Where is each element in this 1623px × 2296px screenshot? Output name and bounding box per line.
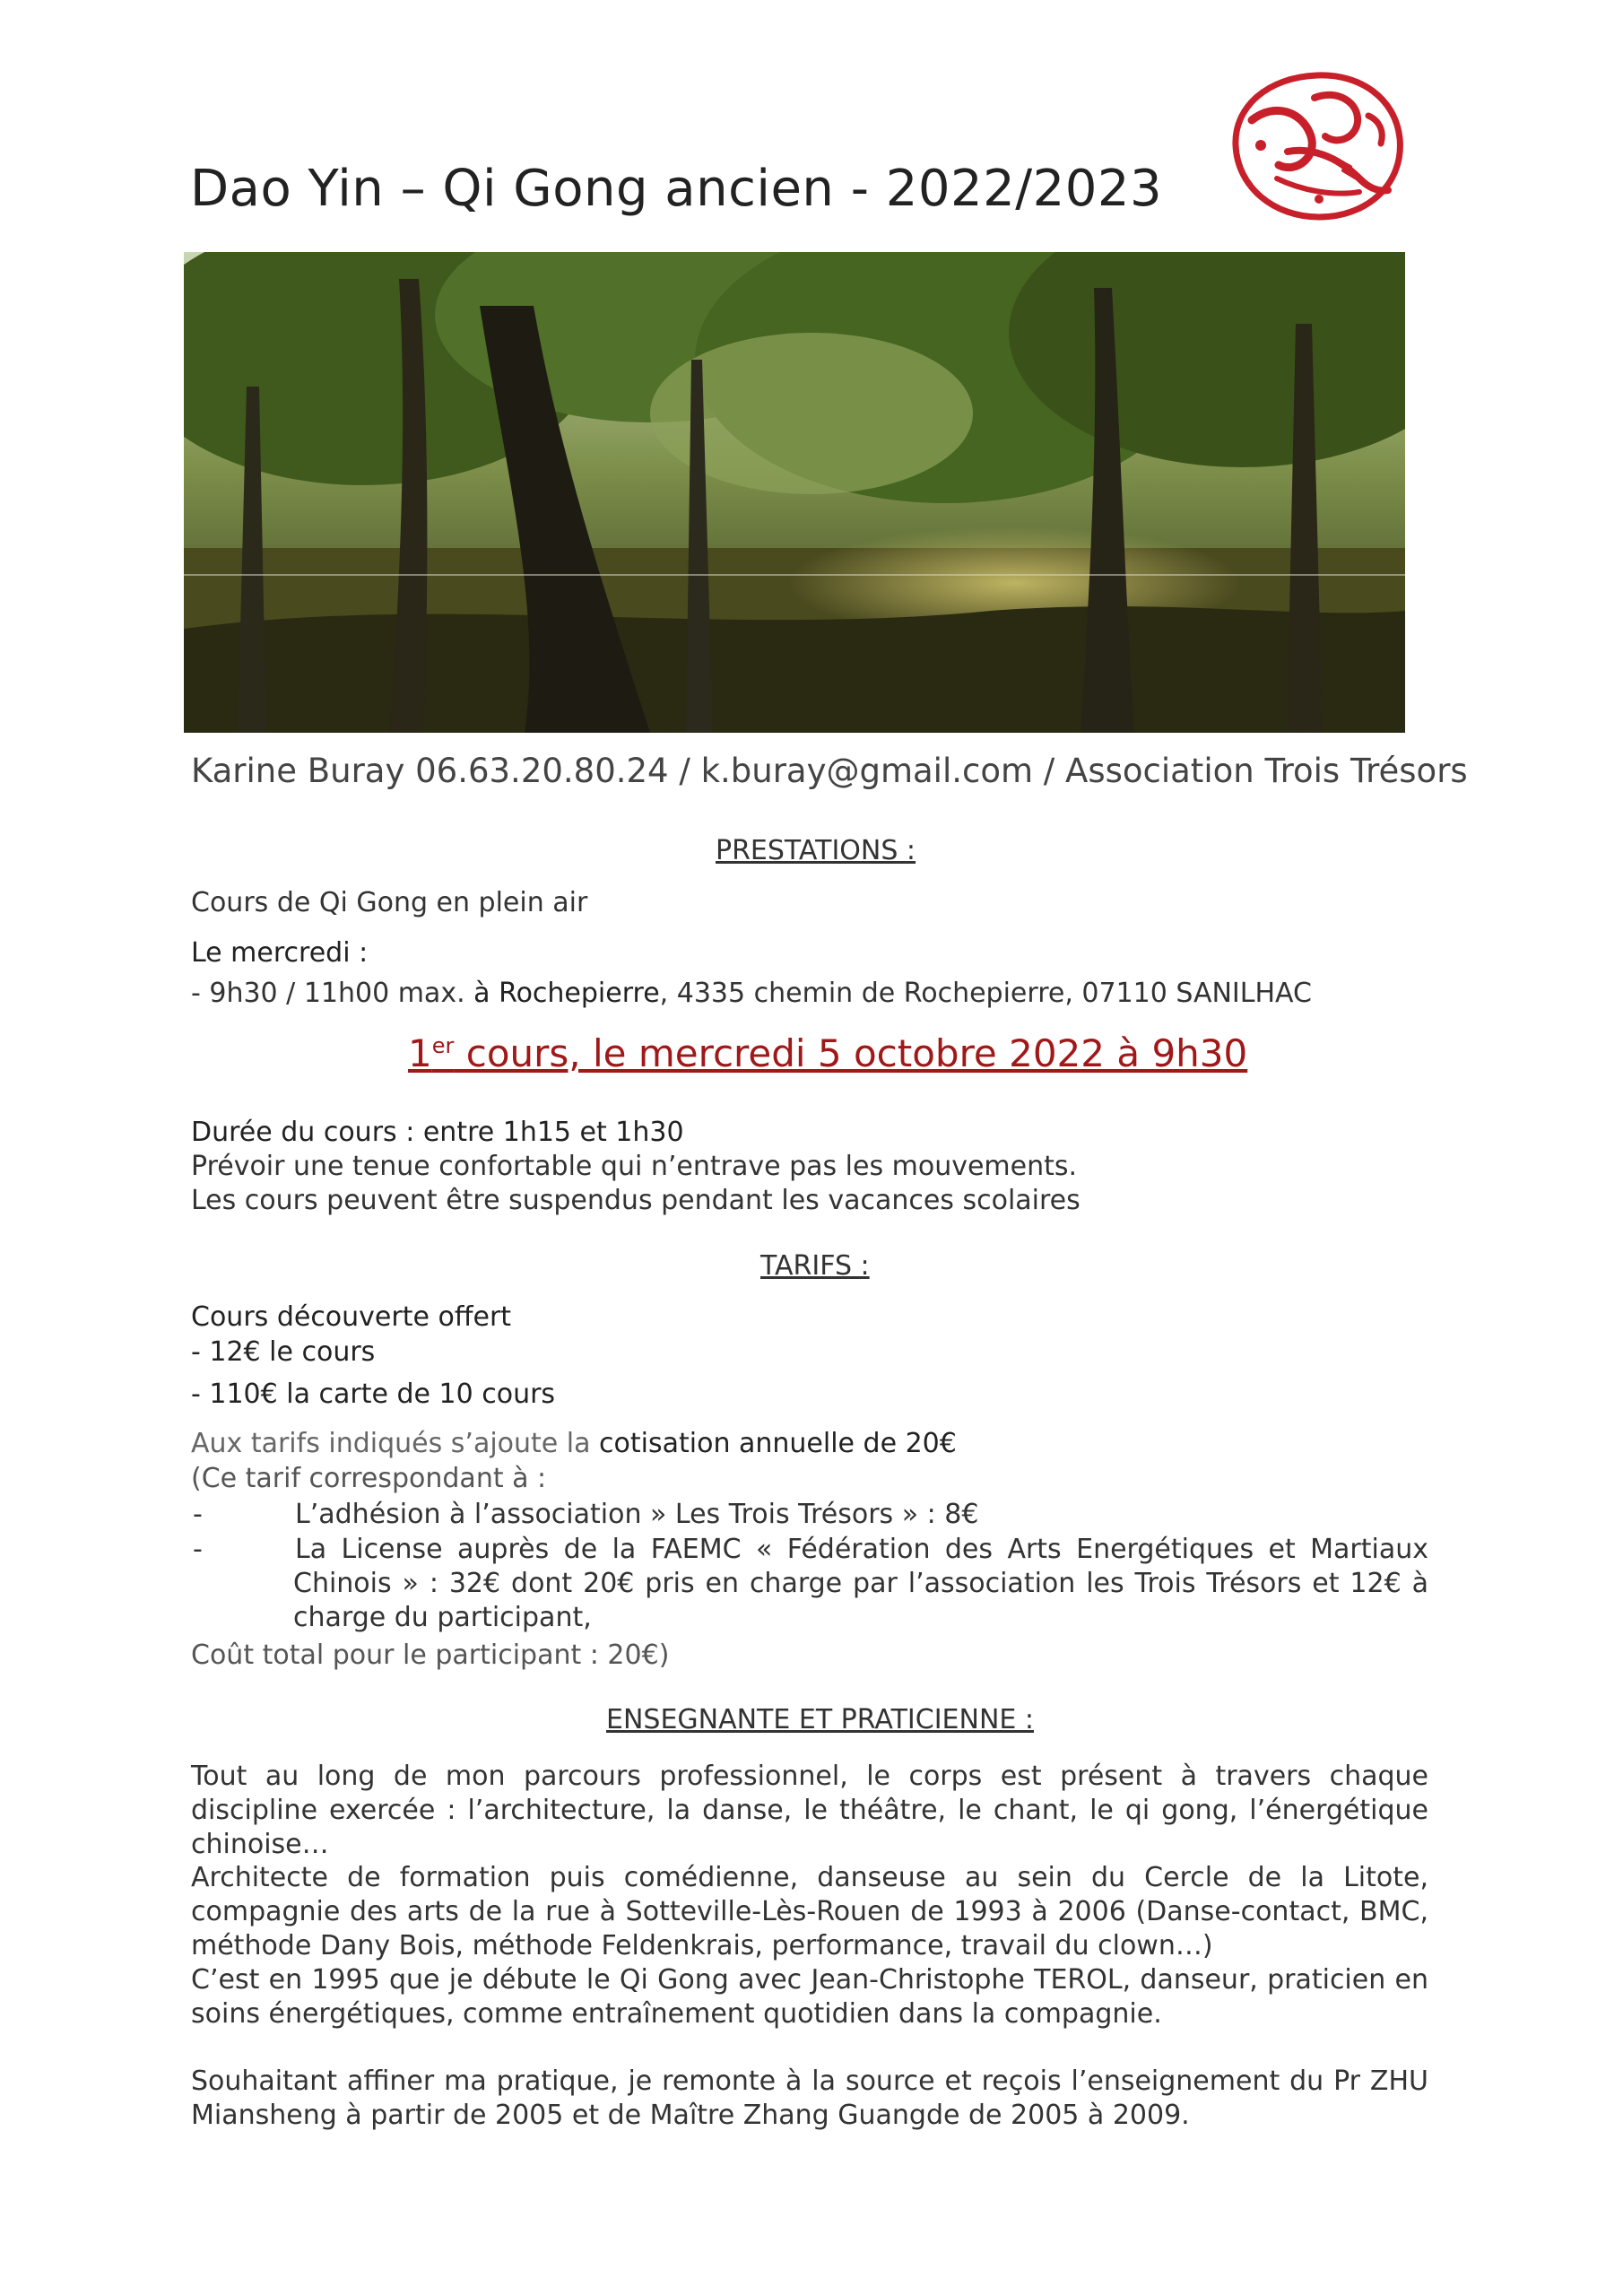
prestations-heading: PRESTATIONS : bbox=[716, 835, 916, 866]
bio-paragraph-1: Tout au long de mon parcours professionnel, le corps est présent à travers chaque discipline exercée : l’architecture, la danse, le théâtre, le chant, le qi gong, l’énergétique chinoise… bbox=[191, 1761, 1428, 1860]
tarifs-note bbox=[191, 1428, 957, 1459]
schedule-line bbox=[191, 978, 1312, 1009]
schedule-prefix: - 9h30 / 11h00 max. bbox=[191, 978, 474, 1009]
tarifs-item1 bbox=[191, 1498, 1428, 1532]
tarifs-note-strong: cotisation annuelle de 20€ bbox=[599, 1428, 957, 1459]
schedule-place: à Rochepierre bbox=[473, 978, 660, 1009]
bio-paragraph-4: Souhaitant affiner ma pratique, je remonte à la source et reçois l’enseignement du Pr ZHU Miansheng à partir de 2005 et de Maître Zhang Guangde de 2005 à 2009. bbox=[191, 2066, 1428, 2131]
schedule-address: , 4335 chemin de Rochepierre, 07110 SANILHAC bbox=[659, 978, 1312, 1009]
first-course-num: 1 bbox=[408, 1031, 432, 1075]
duration-line: Durée du cours : entre 1h15 et 1h30 bbox=[191, 1117, 684, 1148]
prestations-line2: Le mercredi : bbox=[191, 937, 369, 969]
tarifs-item1-text: L’adhésion à l’association » Les Trois Trésors » : 8€ bbox=[295, 1499, 979, 1530]
tarifs-item2 bbox=[191, 1533, 1428, 1635]
prestations-line1: Cours de Qi Gong en plein air bbox=[191, 887, 588, 918]
page-title: Dao Yin – Qi Gong ancien - 2022/2023 bbox=[190, 160, 1163, 218]
tarifs-note-prefix: Aux tarifs indiqués s’ajoute la bbox=[191, 1428, 600, 1459]
tarifs-total: Coût total pour le participant : 20€) bbox=[191, 1639, 670, 1671]
contact-line: Karine Buray 06.63.20.80.24 / k.buray@gmail.com / Association Trois Trésors bbox=[191, 752, 1468, 790]
tarifs-item2-text: La License auprès de la FAEMC « Fédération des Arts Energétiques et Martiaux Chinois » : 32€ dont 20€ pris en charge par l’association les Trois Trésors et 12€ à charge du participant, bbox=[293, 1534, 1428, 1633]
forest-photo bbox=[184, 252, 1405, 733]
bio-paragraph-2: Architecte de formation puis comédienne, danseuse au sein du Cercle de la Litote, compagnie des arts de la rue à Sotteville-Lès-Rouen de 1993 à 2006 (Danse-contact, BMC, méthode Dany Bois, méthode Feldenkrais, performance, travail du clown…) bbox=[191, 1862, 1428, 1961]
ensegnante-heading: ENSEGNANTE ET PRATICIENNE : bbox=[606, 1704, 1034, 1735]
tarifs-price1: - 12€ le cours bbox=[191, 1336, 376, 1368]
bio-paragraph-3: C’est en 1995 que je débute le Qi Gong avec Jean-Christophe TEROL, danseur, praticien en soins énergétiques, comme entraînement quotidien dans la compagnie. bbox=[191, 1964, 1428, 2030]
dash-2: - bbox=[193, 1534, 203, 1565]
first-course-sup: er bbox=[431, 1033, 455, 1058]
first-course-text: cours, le mercredi 5 octobre 2022 à 9h30 bbox=[454, 1031, 1248, 1075]
tarifs-price2: - 110€ la carte de 10 cours bbox=[191, 1378, 556, 1410]
tarifs-heading: TARIFS : bbox=[760, 1250, 870, 1282]
seal-logo bbox=[1225, 66, 1410, 224]
tarifs-offer: Cours découverte offert bbox=[191, 1301, 512, 1333]
outfit-line: Prévoir une tenue confortable qui n’entrave pas les mouvements. bbox=[191, 1151, 1078, 1182]
first-course-announcement bbox=[408, 1031, 1247, 1075]
dash-1: - bbox=[193, 1499, 203, 1530]
tarifs-detail-open: (Ce tarif correspondant à : bbox=[191, 1463, 547, 1494]
holidays-line: Les cours peuvent être suspendus pendant les vacances scolaires bbox=[191, 1185, 1081, 1216]
